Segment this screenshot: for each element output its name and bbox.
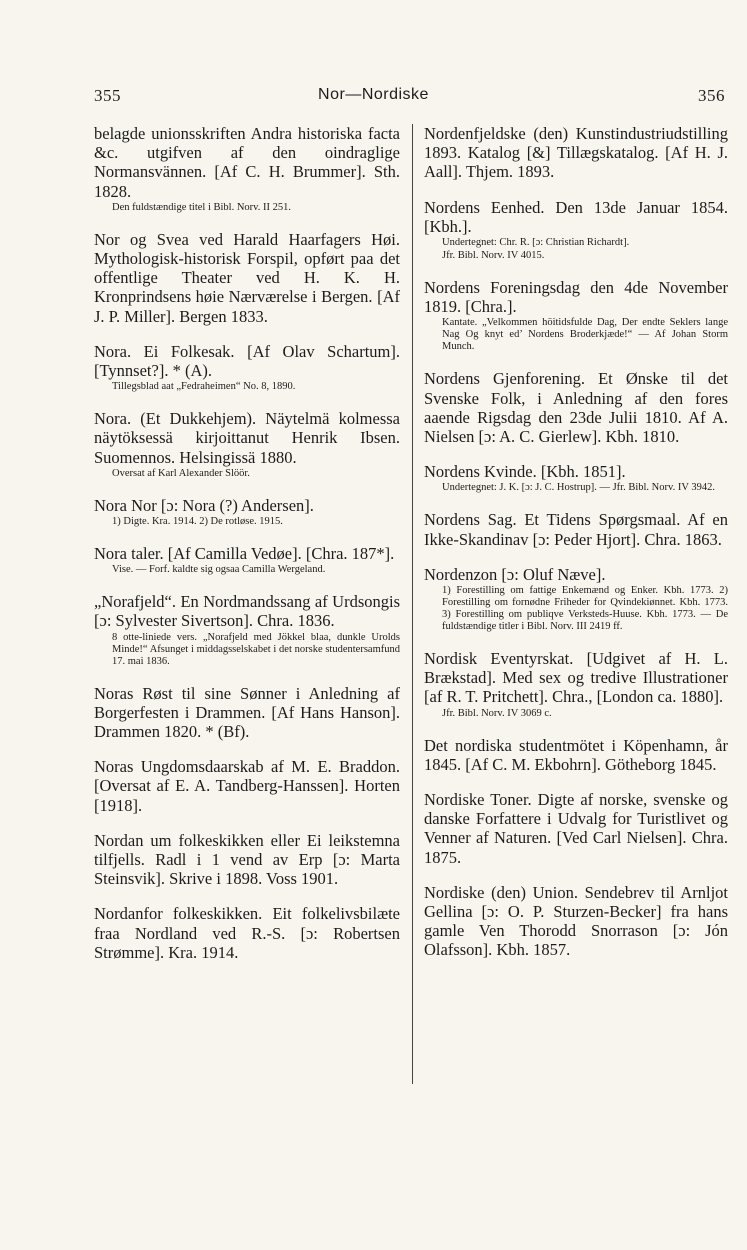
entry-note: Undertegnet: Chr. R. [ɔ: Christian Richardt]. <box>442 237 630 249</box>
entry-text: Nordens Foreningsdag den 4de November 1819. [Chra.]. <box>424 278 728 317</box>
bibliography-entry <box>94 592 400 667</box>
bibliography-entry <box>424 649 728 720</box>
bibliography-entry <box>424 736 728 774</box>
entry-note: Kantate. „Velkommen höitidsfulde Dag, Der endte Seklers lange Nag Og knyt ed’ Nordens Broderkjæde!“ — Af Johan Storm Munch. <box>442 317 728 353</box>
running-title: Nor—Nordiske <box>318 86 429 103</box>
entry-text: Nordenfjeldske (den) Kunstindustriudstilling 1893. Katalog [&] Tillægskatalog. [Af H. J. Aall]. Thjem. 1893. <box>424 124 728 182</box>
entry-text: „Norafjeld“. En Nordmandssang af Urdsongis [ɔ: Sylvester Sivertson]. Chra. 1836. <box>94 592 400 631</box>
column-divider <box>412 124 413 1084</box>
entry-note: 1) Digte. Kra. 1914. 2) De rotløse. 1915. <box>112 516 283 528</box>
bibliography-entry <box>94 684 400 742</box>
bibliography-entry <box>424 883 728 960</box>
page-number-left: 355 <box>94 86 121 105</box>
entry-text: Nordiske (den) Union. Sendebrev til Arnljot Gellina [ɔ: O. P. Sturzen-Becker] fra hans gamle Ven Thorodd Snorrason [ɔ: Jón Olafsson]. Kbh. 1857. <box>424 882 728 960</box>
entry-text: Nordenzon [ɔ: Oluf Næve]. <box>424 564 606 584</box>
bibliography-entry <box>94 831 400 889</box>
bibliography-entry <box>424 124 728 182</box>
entry-text: Det nordiska studentmötet i Köpenhamn, år 1845. [Af C. M. Ekbohrn]. Götheborg 1845. <box>424 735 728 774</box>
entry-note: 1) Forestilling om fattige Enkemænd og Enker. Kbh. 1773. 2) Forestilling om fornødne Friheder for Qvindekiønnet. Kbh. 1773. 3) Forestilling om publiqve Verksteds-Huuse. Kbh. 1773. — De fuldstændige titler i Bibl. Norv. III 2419 ff. <box>442 585 728 633</box>
bibliography-entry <box>94 544 400 576</box>
entry-text: Nordens Sag. Et Tidens Spørgsmaal. Af en Ikke-Skandinav [ɔ: Peder Hjort]. Chra. 1863. <box>424 510 728 549</box>
entry-text: Nordisk Eventyrskat. [Udgivet af H. L. Brækstad]. Med sex og tredive Illustrationer [af R. T. Pritchett]. Chra., [London ca. 1880]. <box>424 649 728 707</box>
entry-note: Undertegnet: J. K. [ɔ: J. C. Hostrup]. — Jfr. Bibl. Norv. IV 3942. <box>442 482 715 494</box>
entry-text: Nordens Kvinde. [Kbh. 1851]. <box>424 462 626 482</box>
bibliography-entry <box>424 462 728 494</box>
bibliography-entry <box>424 278 728 353</box>
bibliography-entry <box>94 342 400 393</box>
entry-text: Noras Røst til sine Sønner i Anledning af Borgerfesten i Drammen. [Af Hans Hanson]. Drammen 1820. * (Bf). <box>94 683 400 742</box>
entry-text: Nordan um folkeskikken eller Ei leikstemna tilfjells. Radl i 1 vend av Erp [ɔ: Marta Steinsvik]. Skrive i 1898. Voss 1901. <box>94 830 400 889</box>
page-number-right: 356 <box>698 86 725 105</box>
bibliography-entry <box>424 198 728 262</box>
entry-note: 8 otte-liniede vers. „Norafjeld med Jökkel blaa, dunkle Urolds Minde!“ Afsunget i middagsselskabet i det norske studentersamfund 17. mai 1836. <box>112 631 400 667</box>
entry-text: Nordens Gjenforening. Et Ønske til det Svenske Folk, i Anledning af den fores aaende Rigsdag den 23de Julii 1810. Af A. Nielsen [ɔ: A. C. Gierlew]. Kbh. 1810. <box>424 369 728 447</box>
entry-text: Nora Nor [ɔ: Nora (?) Andersen]. <box>94 495 314 515</box>
entry-text: Nora taler. [Af Camilla Vedøe]. [Chra. 187*]. <box>94 544 395 564</box>
bibliography-entry <box>94 757 400 815</box>
bibliography-entry <box>94 904 400 962</box>
entry-text: Nor og Svea ved Harald Haarfagers Høi. Mythologisk-historisk Forspil, opført paa det offentlige Theater ved H. K. H. Kronprindsens høie Nærværelse i Bergen. [Af J. P. Miller]. Bergen 1833. <box>94 229 400 326</box>
entry-note: Jfr. Bibl. Norv. IV 3069 c. <box>442 707 552 719</box>
entry-text: Nora. (Et Dukkehjem). Näytelmä kolmessa näytöksessä kirjoittanut Henrik Ibsen. Suomennos. Helsingissä 1880. <box>94 409 400 467</box>
bibliography-entry <box>94 409 400 480</box>
entry-note: Den fuldstændige titel i Bibl. Norv. II 251. <box>112 201 291 213</box>
entry-text: Nora. Ei Folkesak. [Af Olav Schartum]. [Tynnset?]. * (A). <box>94 341 400 381</box>
entry-note: Tillegsblad aat „Fedraheimen“ No. 8, 1890. <box>112 381 296 393</box>
entry-text: Nordens Eenhed. Den 13de Januar 1854. [Kbh.]. <box>424 197 728 236</box>
entry-text: Nordiske Toner. Digte af norske, svenske og danske Forfattere i Udvalg for Turistlivet og Venner af Naturen. [Ved Carl Nielsen]. Chra. 1875. <box>424 790 728 867</box>
entry-text: Nordanfor folkeskikken. Eit folkelivsbilæte fraa Nordland ved R.-S. [ɔ: Robertsen Strømme]. Kra. 1914. <box>94 904 400 962</box>
bibliography-entry <box>94 230 400 326</box>
left-column <box>94 124 400 978</box>
bibliography-entry <box>424 369 728 446</box>
entry-text: belagde unionsskriften Andra historiska facta &c. utgifven af den oindraglige Normansvännen. [Af C. H. Brummer]. Sth. 1828. <box>94 124 400 201</box>
entry-note: Vise. — Forf. kaldte sig ogsaa Camilla Wergeland. <box>112 564 326 576</box>
right-column <box>424 124 728 976</box>
entry-note: Oversat af Karl Alexander Slöör. <box>112 467 250 479</box>
bibliography-entry <box>424 565 728 633</box>
entry-text: Noras Ungdomsdaarskab af M. E. Braddon. [Oversat af E. A. Tandberg-Hanssen]. Horten [1918]. <box>94 757 400 815</box>
bibliography-entry <box>94 496 400 528</box>
bibliography-entry <box>424 790 728 867</box>
entry-note: Jfr. Bibl. Norv. IV 4015. <box>442 250 545 262</box>
bibliography-entry <box>94 124 400 214</box>
bibliography-entry <box>424 510 728 548</box>
